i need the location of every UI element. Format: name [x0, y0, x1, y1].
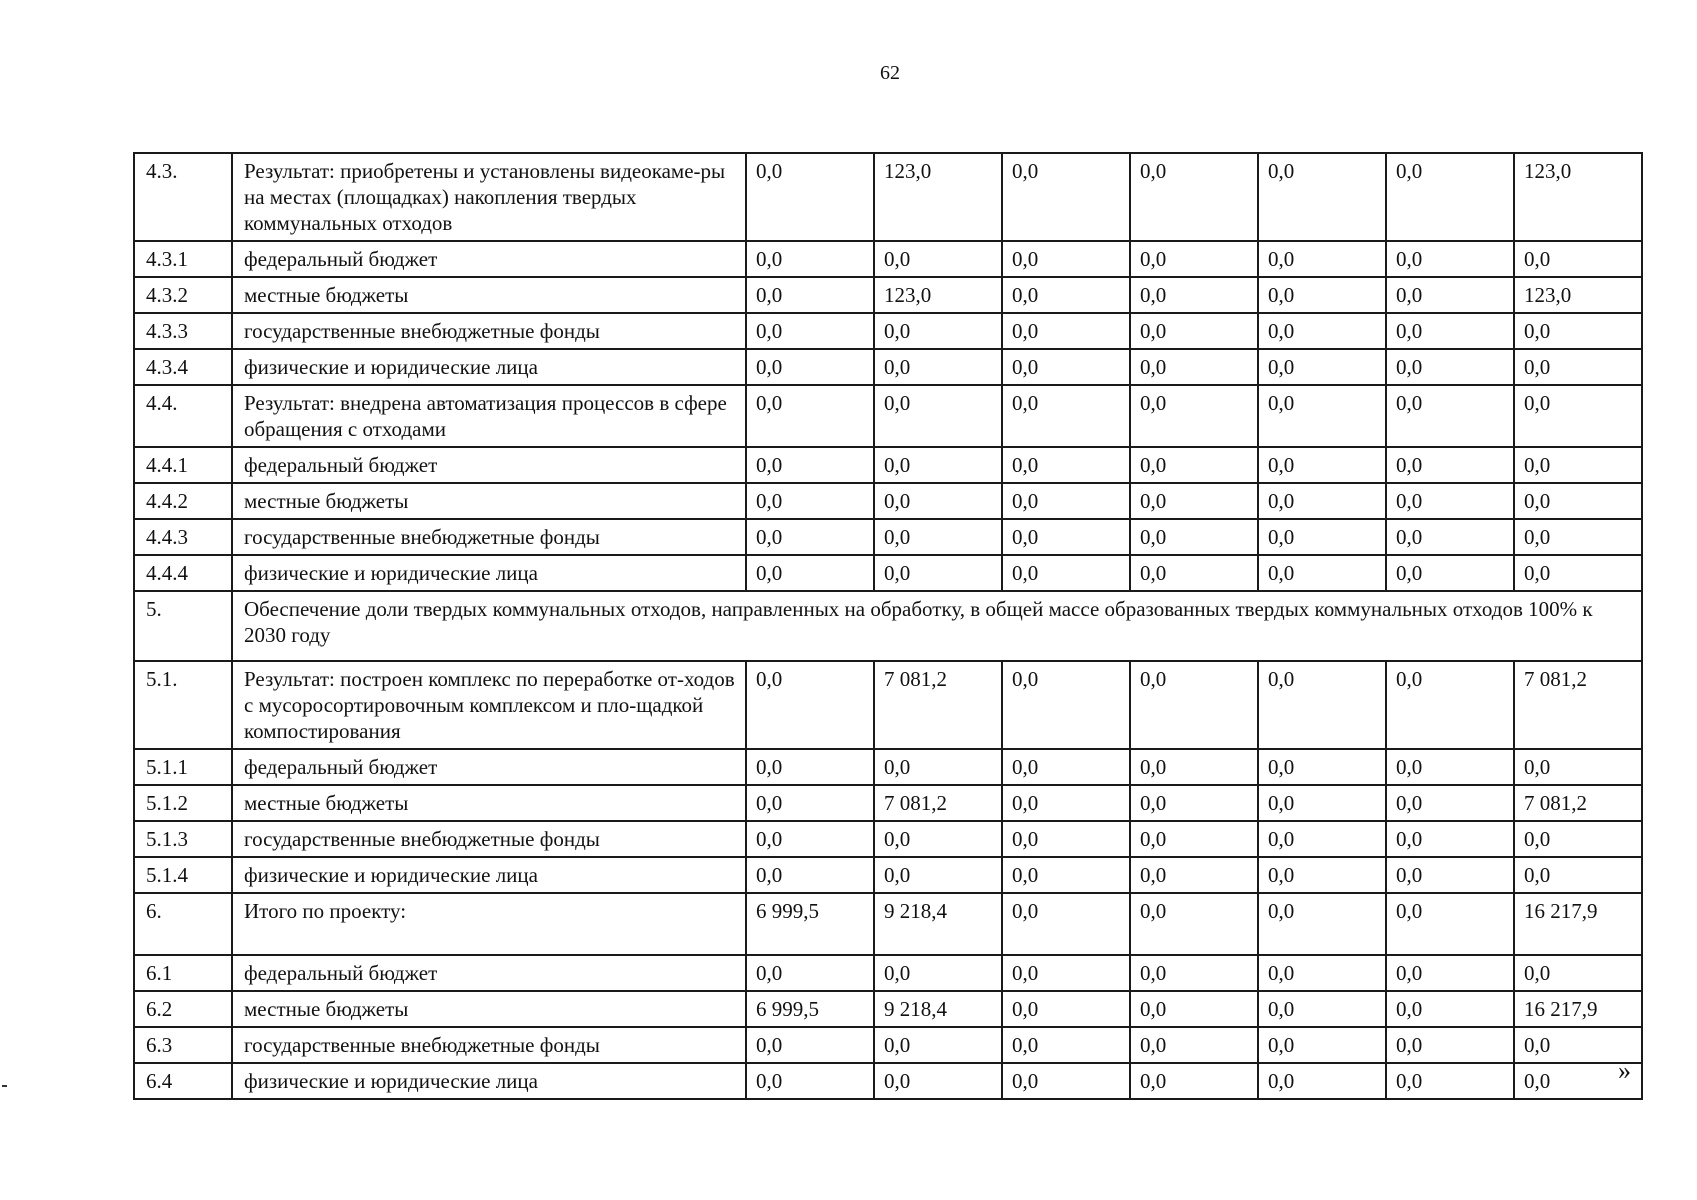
page-number: 62: [880, 62, 900, 84]
value-cell: 123,0: [874, 277, 1002, 313]
value-cell: 0,0: [746, 1027, 874, 1063]
value-cell: 9 218,4: [874, 991, 1002, 1027]
value-cell: 6 999,5: [746, 893, 874, 955]
value-cell: 0,0: [1386, 1027, 1514, 1063]
value-cell: 0,0: [1514, 483, 1642, 519]
value-cell: 0,0: [1130, 857, 1258, 893]
table-row: [134, 555, 1642, 591]
value-cell: 0,0: [1002, 893, 1130, 955]
table-row: [134, 277, 1642, 313]
row-name: федеральный бюджет: [232, 241, 746, 277]
value-cell: 0,0: [1386, 313, 1514, 349]
value-cell: 0,0: [746, 385, 874, 447]
table-row: [134, 153, 1642, 241]
value-cell: 0,0: [746, 153, 874, 241]
value-cell: 0,0: [1258, 349, 1386, 385]
value-cell: 0,0: [874, 1063, 1002, 1099]
row-code: 6.4: [134, 1063, 232, 1099]
value-cell: 0,0: [1258, 277, 1386, 313]
value-cell: 0,0: [1514, 447, 1642, 483]
row-code: 4.3.2: [134, 277, 232, 313]
value-cell: 0,0: [1130, 955, 1258, 991]
table-row: [134, 385, 1642, 447]
row-code: 5.: [134, 591, 232, 661]
value-cell: 0,0: [746, 955, 874, 991]
row-code: 4.4.1: [134, 447, 232, 483]
row-code: 5.1.3: [134, 821, 232, 857]
value-cell: 0,0: [1002, 821, 1130, 857]
value-cell: 0,0: [1514, 1063, 1642, 1099]
value-cell: 0,0: [1002, 349, 1130, 385]
value-cell: 0,0: [1514, 555, 1642, 591]
row-name: государственные внебюджетные фонды: [232, 1027, 746, 1063]
row-name: местные бюджеты: [232, 991, 746, 1027]
value-cell: 0,0: [1002, 749, 1130, 785]
value-cell: 0,0: [1514, 349, 1642, 385]
value-cell: 0,0: [1514, 519, 1642, 555]
value-cell: 0,0: [1386, 991, 1514, 1027]
value-cell: 0,0: [1386, 893, 1514, 955]
value-cell: 7 081,2: [1514, 785, 1642, 821]
value-cell: 0,0: [1258, 483, 1386, 519]
value-cell: 0,0: [746, 821, 874, 857]
row-code: 4.3.3: [134, 313, 232, 349]
table-row: [134, 1027, 1642, 1063]
value-cell: 0,0: [1130, 447, 1258, 483]
value-cell: 0,0: [1130, 313, 1258, 349]
table-row: [134, 857, 1642, 893]
table-row: [134, 519, 1642, 555]
value-cell: 0,0: [746, 555, 874, 591]
value-cell: 0,0: [874, 749, 1002, 785]
value-cell: 0,0: [1514, 385, 1642, 447]
value-cell: 0,0: [1258, 749, 1386, 785]
table-row: [134, 591, 1642, 661]
row-code: 5.1.4: [134, 857, 232, 893]
row-name: Итого по проекту:: [232, 893, 746, 955]
value-cell: 0,0: [1514, 1027, 1642, 1063]
row-name: физические и юридические лица: [232, 349, 746, 385]
row-name: государственные внебюджетные фонды: [232, 519, 746, 555]
value-cell: 0,0: [874, 857, 1002, 893]
value-cell: 16 217,9: [1514, 991, 1642, 1027]
value-cell: 0,0: [874, 821, 1002, 857]
value-cell: 123,0: [1514, 277, 1642, 313]
table-row: [134, 349, 1642, 385]
value-cell: 0,0: [1002, 277, 1130, 313]
table-row: [134, 1063, 1642, 1099]
value-cell: 0,0: [1130, 893, 1258, 955]
row-name: местные бюджеты: [232, 483, 746, 519]
value-cell: 0,0: [746, 241, 874, 277]
value-cell: 0,0: [1002, 385, 1130, 447]
value-cell: 0,0: [746, 749, 874, 785]
value-cell: 0,0: [1386, 785, 1514, 821]
value-cell: 0,0: [746, 857, 874, 893]
row-code: 6.3: [134, 1027, 232, 1063]
table-row: [134, 661, 1642, 749]
value-cell: 0,0: [874, 241, 1002, 277]
value-cell: 0,0: [1258, 893, 1386, 955]
value-cell: 0,0: [1258, 385, 1386, 447]
value-cell: 0,0: [1130, 519, 1258, 555]
row-code: 5.1.: [134, 661, 232, 749]
table-row: [134, 447, 1642, 483]
value-cell: 0,0: [746, 661, 874, 749]
value-cell: 0,0: [1386, 661, 1514, 749]
value-cell: 0,0: [874, 447, 1002, 483]
value-cell: 0,0: [1002, 153, 1130, 241]
value-cell: 0,0: [1258, 991, 1386, 1027]
value-cell: 0,0: [1002, 519, 1130, 555]
value-cell: 0,0: [1258, 1063, 1386, 1099]
value-cell: 123,0: [874, 153, 1002, 241]
value-cell: 0,0: [1258, 241, 1386, 277]
row-code: 4.3.4: [134, 349, 232, 385]
value-cell: 0,0: [746, 519, 874, 555]
row-code: 4.4.3: [134, 519, 232, 555]
row-code: 4.4.2: [134, 483, 232, 519]
value-cell: 7 081,2: [874, 661, 1002, 749]
value-cell: 0,0: [1386, 555, 1514, 591]
value-cell: 0,0: [1258, 821, 1386, 857]
value-cell: 0,0: [874, 349, 1002, 385]
value-cell: 0,0: [1002, 661, 1130, 749]
value-cell: 0,0: [1130, 785, 1258, 821]
value-cell: 0,0: [1002, 857, 1130, 893]
table-row: [134, 991, 1642, 1027]
value-cell: 0,0: [1002, 313, 1130, 349]
value-cell: 0,0: [1002, 955, 1130, 991]
section-title: Обеспечение доли твердых коммунальных отходов, направленных на обработку, в общей массе образованных твердых коммунальных отходов 100% к 2030 году: [232, 591, 1642, 661]
value-cell: 0,0: [874, 955, 1002, 991]
value-cell: 0,0: [746, 483, 874, 519]
value-cell: 0,0: [1258, 447, 1386, 483]
row-name: федеральный бюджет: [232, 955, 746, 991]
value-cell: 0,0: [1258, 555, 1386, 591]
row-name: федеральный бюджет: [232, 447, 746, 483]
value-cell: 0,0: [1002, 991, 1130, 1027]
value-cell: 0,0: [1386, 483, 1514, 519]
row-code: 4.4.4: [134, 555, 232, 591]
table-row: [134, 313, 1642, 349]
value-cell: 0,0: [746, 1063, 874, 1099]
value-cell: 0,0: [1514, 241, 1642, 277]
value-cell: 0,0: [746, 277, 874, 313]
value-cell: 0,0: [874, 555, 1002, 591]
value-cell: 0,0: [1386, 241, 1514, 277]
value-cell: 0,0: [1130, 277, 1258, 313]
value-cell: 0,0: [1258, 519, 1386, 555]
value-cell: 0,0: [1130, 241, 1258, 277]
value-cell: 9 218,4: [874, 893, 1002, 955]
value-cell: 0,0: [874, 519, 1002, 555]
value-cell: 0,0: [1258, 785, 1386, 821]
row-code: 5.1.1: [134, 749, 232, 785]
value-cell: 0,0: [1130, 153, 1258, 241]
value-cell: 0,0: [1386, 385, 1514, 447]
row-name: государственные внебюджетные фонды: [232, 821, 746, 857]
value-cell: 0,0: [1386, 447, 1514, 483]
value-cell: 0,0: [1386, 519, 1514, 555]
row-name: государственные внебюджетные фонды: [232, 313, 746, 349]
table-row: [134, 241, 1642, 277]
value-cell: 0,0: [1386, 955, 1514, 991]
value-cell: 0,0: [1386, 349, 1514, 385]
value-cell: 0,0: [1002, 555, 1130, 591]
value-cell: 0,0: [1258, 153, 1386, 241]
value-cell: 0,0: [1258, 857, 1386, 893]
row-name: Результат: внедрена автоматизация процессов в сфере обращения с отходами: [232, 385, 746, 447]
row-name: федеральный бюджет: [232, 749, 746, 785]
value-cell: 0,0: [1258, 1027, 1386, 1063]
value-cell: 0,0: [1130, 555, 1258, 591]
row-code: 4.3.1: [134, 241, 232, 277]
row-name: местные бюджеты: [232, 277, 746, 313]
row-code: 6.1: [134, 955, 232, 991]
value-cell: 0,0: [1130, 349, 1258, 385]
value-cell: 0,0: [1514, 955, 1642, 991]
row-name: местные бюджеты: [232, 785, 746, 821]
value-cell: 0,0: [1514, 857, 1642, 893]
value-cell: 0,0: [1386, 277, 1514, 313]
table-row: [134, 821, 1642, 857]
value-cell: 0,0: [1002, 1027, 1130, 1063]
value-cell: 0,0: [1386, 749, 1514, 785]
value-cell: 0,0: [1130, 991, 1258, 1027]
row-name: физические и юридические лица: [232, 555, 746, 591]
scan-edge-mark: [2, 1085, 7, 1087]
value-cell: 0,0: [746, 313, 874, 349]
value-cell: 0,0: [1130, 385, 1258, 447]
value-cell: 0,0: [874, 385, 1002, 447]
value-cell: 0,0: [1386, 1063, 1514, 1099]
row-code: 5.1.2: [134, 785, 232, 821]
row-name: Результат: построен комплекс по переработке от-ходов с мусоросортировочным комплексом и пло-щадкой компостирования: [232, 661, 746, 749]
value-cell: 0,0: [1002, 483, 1130, 519]
value-cell: 0,0: [1130, 483, 1258, 519]
value-cell: 0,0: [1258, 955, 1386, 991]
value-cell: 0,0: [874, 483, 1002, 519]
table-row: [134, 483, 1642, 519]
value-cell: 0,0: [1002, 785, 1130, 821]
value-cell: 0,0: [746, 447, 874, 483]
value-cell: 0,0: [874, 313, 1002, 349]
table-row: [134, 893, 1642, 955]
value-cell: 0,0: [1386, 857, 1514, 893]
value-cell: 0,0: [1002, 241, 1130, 277]
value-cell: 7 081,2: [1514, 661, 1642, 749]
value-cell: 0,0: [1002, 447, 1130, 483]
value-cell: 16 217,9: [1514, 893, 1642, 955]
value-cell: 0,0: [1130, 661, 1258, 749]
value-cell: 0,0: [1386, 153, 1514, 241]
value-cell: 0,0: [1130, 821, 1258, 857]
value-cell: 0,0: [1386, 821, 1514, 857]
value-cell: 0,0: [746, 349, 874, 385]
financing-table: [133, 152, 1643, 1100]
table-row: [134, 785, 1642, 821]
row-name: Результат: приобретены и установлены видеокаме-ры на местах (площадках) накопления твердых коммунальных отходов: [232, 153, 746, 241]
value-cell: 0,0: [874, 1027, 1002, 1063]
table-row: [134, 749, 1642, 785]
value-cell: 0,0: [1130, 1027, 1258, 1063]
value-cell: 0,0: [1514, 313, 1642, 349]
value-cell: 0,0: [1514, 749, 1642, 785]
value-cell: 0,0: [1258, 661, 1386, 749]
value-cell: 6 999,5: [746, 991, 874, 1027]
value-cell: 0,0: [1514, 821, 1642, 857]
value-cell: 0,0: [1130, 1063, 1258, 1099]
row-code: 4.3.: [134, 153, 232, 241]
value-cell: 123,0: [1514, 153, 1642, 241]
row-name: физические и юридические лица: [232, 1063, 746, 1099]
value-cell: 0,0: [1002, 1063, 1130, 1099]
row-code: 6.2: [134, 991, 232, 1027]
value-cell: 0,0: [746, 785, 874, 821]
table-row: [134, 955, 1642, 991]
value-cell: 7 081,2: [874, 785, 1002, 821]
value-cell: 0,0: [1258, 313, 1386, 349]
closing-quote: »: [1618, 1056, 1631, 1085]
row-code: 4.4.: [134, 385, 232, 447]
value-cell: 0,0: [1130, 749, 1258, 785]
row-code: 6.: [134, 893, 232, 955]
row-name: физические и юридические лица: [232, 857, 746, 893]
